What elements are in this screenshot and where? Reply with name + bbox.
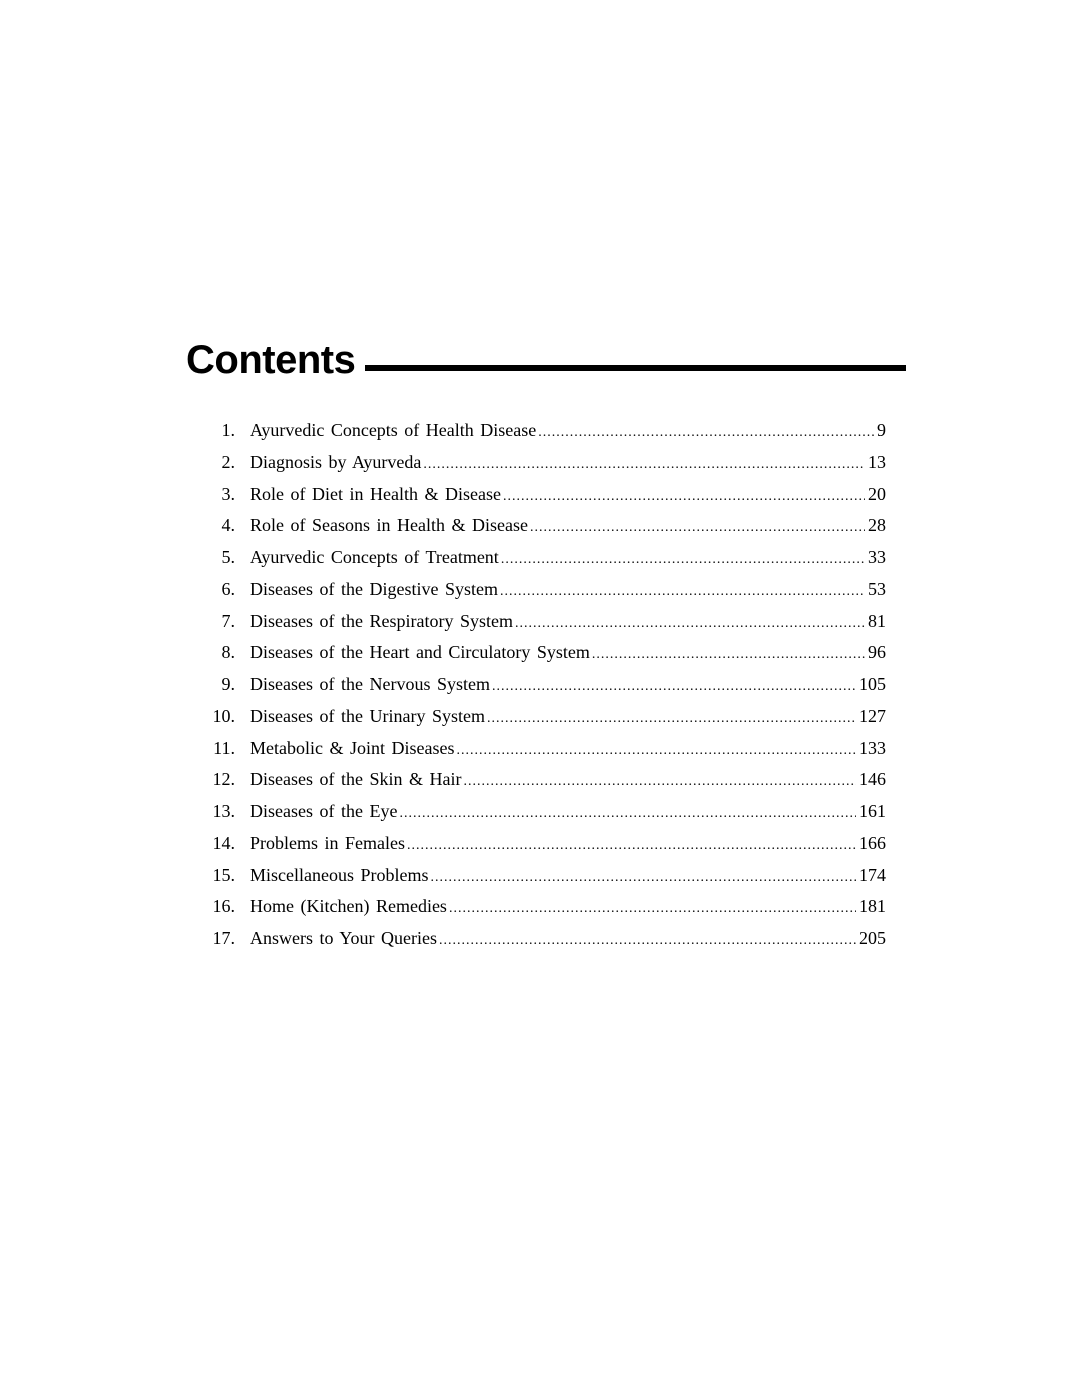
toc-title: Role of Seasons in Health & Disease xyxy=(250,515,528,536)
table-of-contents xyxy=(205,415,886,955)
toc-entry-11[interactable] xyxy=(205,733,886,765)
toc-number: 4. xyxy=(221,515,235,536)
toc-page-number: 127 xyxy=(859,705,886,726)
toc-entry-16[interactable] xyxy=(205,891,886,923)
toc-entry-10[interactable] xyxy=(205,701,886,733)
toc-title: Diseases of the Respiratory System xyxy=(250,610,513,631)
toc-entry-14[interactable] xyxy=(205,828,886,860)
toc-entry-2[interactable] xyxy=(205,447,886,479)
toc-number: 6. xyxy=(221,578,235,599)
toc-title: Diagnosis by Ayurveda xyxy=(250,451,422,472)
toc-title: Diseases of the Nervous System xyxy=(250,674,490,694)
toc-page-number: 28 xyxy=(868,515,886,536)
toc-page-number: 53 xyxy=(868,578,886,599)
toc-title: Diseases of the Skin & Hair xyxy=(250,769,462,790)
toc-entry-9[interactable] xyxy=(205,669,886,701)
toc-page-number: 33 xyxy=(868,547,886,567)
toc-page-number: 174 xyxy=(859,864,886,885)
toc-entry-15[interactable] xyxy=(205,860,886,892)
toc-number: 15. xyxy=(212,864,235,885)
toc-leader xyxy=(423,449,865,481)
toc-leader xyxy=(487,703,856,735)
toc-page-number: 146 xyxy=(859,769,886,790)
toc-title: Diseases of the Heart and Circulatory System xyxy=(250,642,590,663)
toc-leader xyxy=(503,481,865,513)
toc-title: Home (Kitchen) Remedies xyxy=(250,896,447,917)
toc-entry-3[interactable] xyxy=(205,479,886,511)
toc-leader xyxy=(449,893,856,925)
toc-number: 7. xyxy=(221,610,235,631)
toc-leader xyxy=(592,639,865,671)
toc-page-number: 166 xyxy=(859,832,886,853)
toc-page-number: 161 xyxy=(859,801,886,821)
toc-page-number: 205 xyxy=(859,928,886,948)
toc-title: Role of Diet in Health & Disease xyxy=(250,483,501,504)
toc-title: Metabolic & Joint Diseases xyxy=(250,737,455,758)
toc-entry-8[interactable] xyxy=(205,637,886,669)
toc-leader xyxy=(500,576,865,608)
toc-title: Miscellaneous Problems xyxy=(250,864,429,885)
toc-leader xyxy=(439,925,856,957)
toc-title: Diseases of the Urinary System xyxy=(250,705,485,726)
toc-page-number: 105 xyxy=(859,674,886,694)
toc-entry-7[interactable] xyxy=(205,606,886,638)
toc-leader xyxy=(407,830,856,862)
toc-page-number: 13 xyxy=(868,451,886,472)
toc-title: Problems in Females xyxy=(250,832,405,853)
toc-title: Answers to Your Queries xyxy=(250,928,437,948)
toc-entry-12[interactable] xyxy=(205,764,886,796)
toc-number: 16. xyxy=(212,896,235,917)
toc-leader xyxy=(530,512,865,544)
toc-leader xyxy=(501,544,865,576)
toc-number: 9. xyxy=(221,674,235,694)
toc-page-number: 81 xyxy=(868,610,886,631)
contents-heading xyxy=(186,330,906,380)
toc-leader xyxy=(430,862,856,894)
heading-rule xyxy=(365,365,906,371)
toc-title: Ayurvedic Concepts of Treatment xyxy=(250,547,499,567)
toc-leader xyxy=(456,735,856,767)
toc-number: 13. xyxy=(212,801,235,821)
toc-entry-13[interactable] xyxy=(205,796,886,828)
toc-leader xyxy=(538,417,874,449)
toc-title: Diseases of the Eye xyxy=(250,801,398,821)
toc-entry-6[interactable] xyxy=(205,574,886,606)
toc-number: 5. xyxy=(221,547,235,567)
toc-number: 17. xyxy=(212,928,235,948)
toc-page-number: 96 xyxy=(868,642,886,663)
toc-entry-4[interactable] xyxy=(205,510,886,542)
toc-number: 14. xyxy=(212,832,235,853)
toc-page-number: 133 xyxy=(859,737,886,758)
toc-number: 10. xyxy=(212,705,235,726)
toc-page-number: 20 xyxy=(868,483,886,504)
toc-leader xyxy=(463,766,856,798)
toc-number: 8. xyxy=(221,642,235,663)
toc-title: Ayurvedic Concepts of Health Disease xyxy=(250,420,537,440)
toc-leader xyxy=(399,798,856,830)
toc-number: 12. xyxy=(212,769,235,790)
toc-title: Diseases of the Digestive System xyxy=(250,578,498,599)
toc-page-number: 181 xyxy=(859,896,886,917)
toc-leader xyxy=(492,671,856,703)
toc-number: 3. xyxy=(221,483,235,504)
toc-entry-17[interactable] xyxy=(205,923,886,955)
page-title: Contents xyxy=(186,338,356,382)
toc-entry-5[interactable] xyxy=(205,542,886,574)
toc-leader xyxy=(515,608,865,640)
toc-entry-1[interactable] xyxy=(205,415,886,447)
toc-page-number: 9 xyxy=(877,420,886,440)
toc-number: 1. xyxy=(221,420,235,440)
toc-number: 2. xyxy=(221,451,235,472)
toc-number: 11. xyxy=(213,737,235,758)
